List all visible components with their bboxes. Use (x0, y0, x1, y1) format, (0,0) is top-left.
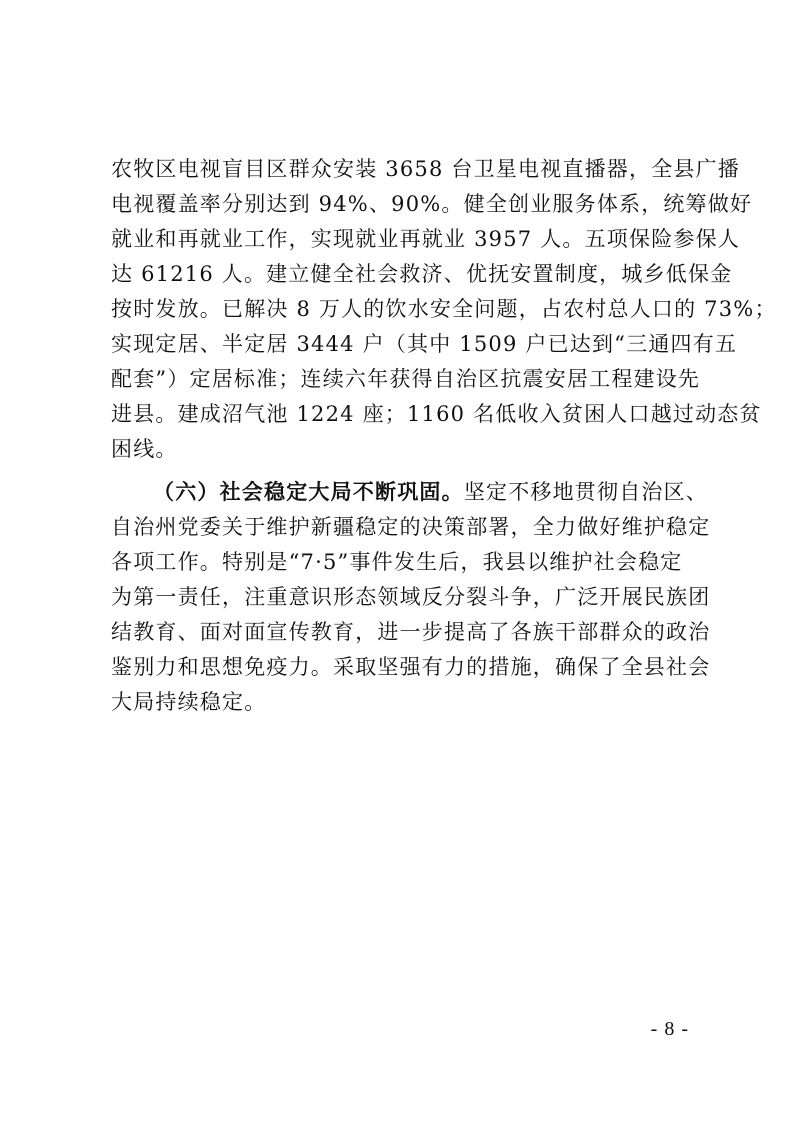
paragraph-1-line-3: 就业和再就业工作，实现就业再就业 3957 人。五项保险参保人 (111, 227, 740, 251)
paragraph-2-first-line-text: 坚定不移地贯彻自治区、 (463, 480, 709, 504)
paragraph-1-line-1: 农牧区电视盲目区群众安装 3658 台卫星电视直播器，全县广播 (111, 157, 740, 181)
page-number: - 8 - (650, 1018, 689, 1040)
paragraph-1-line-2: 电视覆盖率分别达到 94%、90%。健全创业服务体系，统筹做好 (111, 192, 753, 216)
paragraph-1-line-5: 按时发放。已解决 8 万人的饮水安全问题，占农村总人口的 73%； (111, 297, 777, 321)
paragraph-1-line-9: 困线。 (111, 437, 178, 461)
paragraph-2-line-6: 鉴别力和思想免疫力。采取坚强有力的措施，确保了全县社会 (111, 655, 711, 679)
paragraph-1-line-7: 配套”）定居标准；连续六年获得自治区抗震安居工程建设先 (111, 367, 701, 391)
paragraph-2-line-5: 结教育、面对面宣传教育，进一步提高了各族干部群众的政治 (111, 620, 711, 644)
paragraph-2-line-7: 大局持续稳定。 (111, 690, 267, 714)
paragraph-1-line-6: 实现定居、半定居 3444 户（其中 1509 户已达到“三通四有五 (111, 332, 738, 356)
paragraph-1-line-8: 进县。建成沼气池 1224 座；1160 名低收入贫困人口越过动态贫 (111, 402, 762, 426)
paragraph-2-first-line (153, 477, 709, 507)
paragraph-1-line-4: 达 61216 人。建立健全社会救济、优抚安置制度，城乡低保金 (111, 262, 733, 286)
paragraph-2-line-3: 各项工作。特别是“7·5”事件发生后，我县以维护社会稳定 (111, 550, 683, 574)
paragraph-2-line-2: 自治州党委关于维护新疆稳定的决策部署，全力做好维护稳定 (111, 515, 711, 539)
paragraph-2-line-4: 为第一责任，注重意识形态领域反分裂斗争，广泛开展民族团 (111, 585, 711, 609)
section-heading: （六）社会稳定大局不断巩固。 (153, 479, 464, 504)
